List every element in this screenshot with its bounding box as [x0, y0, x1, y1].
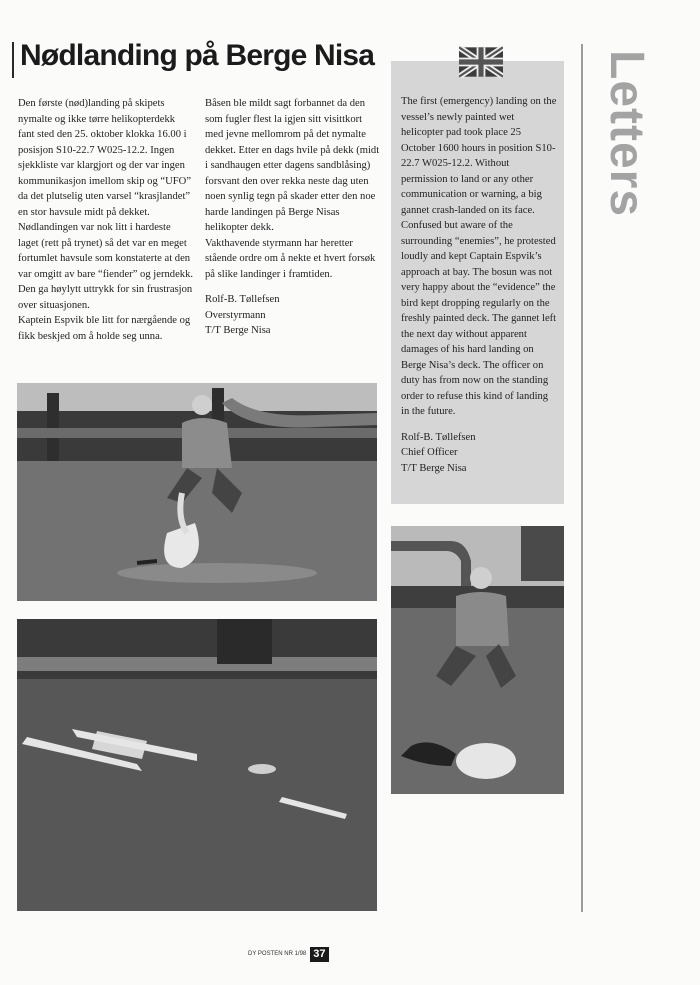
- title-rule: [12, 42, 14, 78]
- paragraph: The first (emergency) landing on the vessel’s newly painted wet helicopter pad took place 25 October 1600 hours in position S10-22.7 W025-12.2. Without permission to land or any other communication or warning, a big gannet crash-landed on its face. Confused but aware of the surrounding “enemies”, he protested loudly and kept Captain Espvik’s approach at bay. The bosun was not very happy about the “evidence” the bird kept dropping regularly on the freshly painted deck. The gannet left the next day without apparent damages of his hard landing on Berge Nisa’s deck. The officer on duty has from now on the standing order to refuse this kind of landing in the future.: [401, 96, 557, 417]
- norwegian-column-1: [18, 96, 193, 344]
- page-footer: [248, 947, 329, 961]
- paragraph: Vakthavende styrmann har heretter stående ordre om å nekte et hvert forsøk på slike landinger i framtiden.: [205, 237, 376, 280]
- photo-officer-with-gannet: [17, 383, 377, 601]
- publication-name: DY POSTEN NR 1/98: [248, 951, 307, 957]
- page-number: 37: [310, 947, 328, 962]
- signature-title: Overstyrmann: [205, 309, 266, 321]
- section-label: Letters: [600, 50, 653, 218]
- signature-title: Chief Officer: [401, 447, 458, 458]
- signature-name: Rolf-B. Tøllefsen: [205, 294, 280, 305]
- photo-gannet-on-helideck: [17, 619, 377, 911]
- signature-name: Rolf-B. Tøllefsen: [401, 431, 476, 443]
- signature-vessel: T/T Berge Nisa: [401, 462, 467, 474]
- paragraph: Kaptein Espvik ble litt for nærgående og fikk beskjed om å holde seg unna.: [18, 315, 191, 342]
- paragraph: Båsen ble mildt sagt forbannet da den som fugler flest la igjen sitt visittkort med jevne mellomrom på det nymalte dekket. Etter en dags hvile på dekk (midt i sandhaugen etter dagens sandblåsing) forsvant den over rekka neste dag uten noen synlig tegn på skader etter den noe harde landingen på Berge Nisas helikopter dekk.: [205, 98, 380, 233]
- photo-officer-crouching: [391, 526, 564, 794]
- signature-vessel: T/T Berge Nisa: [205, 325, 271, 336]
- paragraph: Den første (nød)landing på skipets nymalte og ikke tørre helikopterdekk fant sted den 25. oktober klokka 16.00 i posisjon S10-22.7 W025-12.2. Ingen sjekkliste var klargjort og der var ingen kommunikasjon imellom skip og “UFO” da det plutselig uten varsel “krasjlandet” en stor havsule midt på dekket. Nødlandingen var nok litt i hardeste laget (rett på trynet) så det var en meget fortumlet havsule som konstaterte at den var omgitt av bare “fiender” og jerndekk. Den ga høylytt uttrykk for sin frustrasjon over situasjonen.: [18, 98, 194, 311]
- english-translation-box: [391, 61, 564, 504]
- article-title: Nødlanding på Berge Nisa: [20, 39, 375, 72]
- uk-flag-icon: [459, 46, 503, 78]
- section-divider: [581, 44, 583, 912]
- norwegian-column-2: [205, 96, 380, 339]
- english-column: [401, 94, 557, 476]
